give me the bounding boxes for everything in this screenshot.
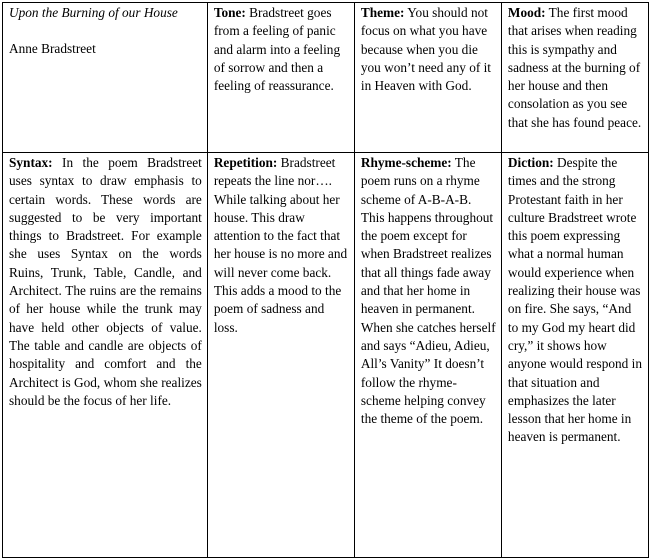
repetition-text: Bradstreet repeats the line nor….: [213, 155, 336, 189]
mood-text: The first mood that arises when reading this is sympathy and sadness at the burning of her house and then consolation as you see that she has found peace.: [507, 5, 642, 130]
theme-text: You should not focus on what you have because when you die you won’t need any of it in Heaven with God.: [360, 5, 491, 94]
cell-theme: [354, 3, 501, 153]
diction-label: Diction:: [507, 155, 554, 170]
mood-label: Mood:: [507, 5, 546, 20]
tone-label: Tone:: [213, 5, 246, 20]
poem-title: Upon the Burning of our House: [9, 5, 178, 20]
cell-tone: [207, 3, 354, 153]
rhyme-scheme-text: The poem runs on a rhyme scheme of A-B-A-B. This happens throughout the poem except for when Bradstreet realizes that all things fade away and that her home in heaven in permanent. When she catches herself and says “Adieu, Adieu, All’s Vanity” It doesn’t follow the rhyme-scheme helping convey the theme of the poem.: [360, 155, 496, 427]
table-row: [3, 153, 649, 558]
poem-author: Anne Bradstreet: [9, 41, 96, 57]
diction-text: Despite the times and the strong Protestant faith in her culture Bradstreet wrote this poem expressing what a normal human would experience when realizing their house was on fire. She says, “And to my God my heart did cry,” it shows how anyone would respond in that situation and emphasizes the later lesson that her home in heaven is permanent.: [507, 155, 642, 445]
cell-syntax: [3, 153, 208, 558]
poem-analysis-table: [2, 2, 649, 558]
rhyme-scheme-label: Rhyme-scheme:: [360, 155, 452, 170]
table-row: [3, 3, 649, 153]
syntax-label: Syntax:: [9, 155, 53, 170]
cell-poem-info: [3, 3, 208, 153]
syntax-text: In the poem Bradstreet uses syntax to draw emphasis to certain words. These words are suggested to be very important things to Bradstreet. For example she uses Syntax on the words Ruins, Trunk, Table, Candle, and Architect. The ruins are the remains of her house while the trunk may have held other objects of value. The table and candle are objects of hospitality and comfort and the Architect is God, whom she realizes should be the focus of her life.: [9, 155, 202, 408]
cell-rhyme-scheme: [354, 153, 501, 558]
cell-repetition: [207, 153, 354, 558]
theme-label: Theme:: [360, 5, 405, 20]
cell-mood: [501, 3, 648, 153]
tone-text: Bradstreet goes from a feeling of panic and alarm into a feeling of sorrow and then a feeling of reassurance.: [213, 5, 341, 94]
repetition-text-2: While talking about her house. This draw attention to the fact that her house is no more and will never come back. This adds a mood to the poem of sadness and loss.: [213, 191, 348, 335]
repetition-label: Repetition:: [213, 155, 278, 170]
cell-diction: [501, 153, 648, 558]
